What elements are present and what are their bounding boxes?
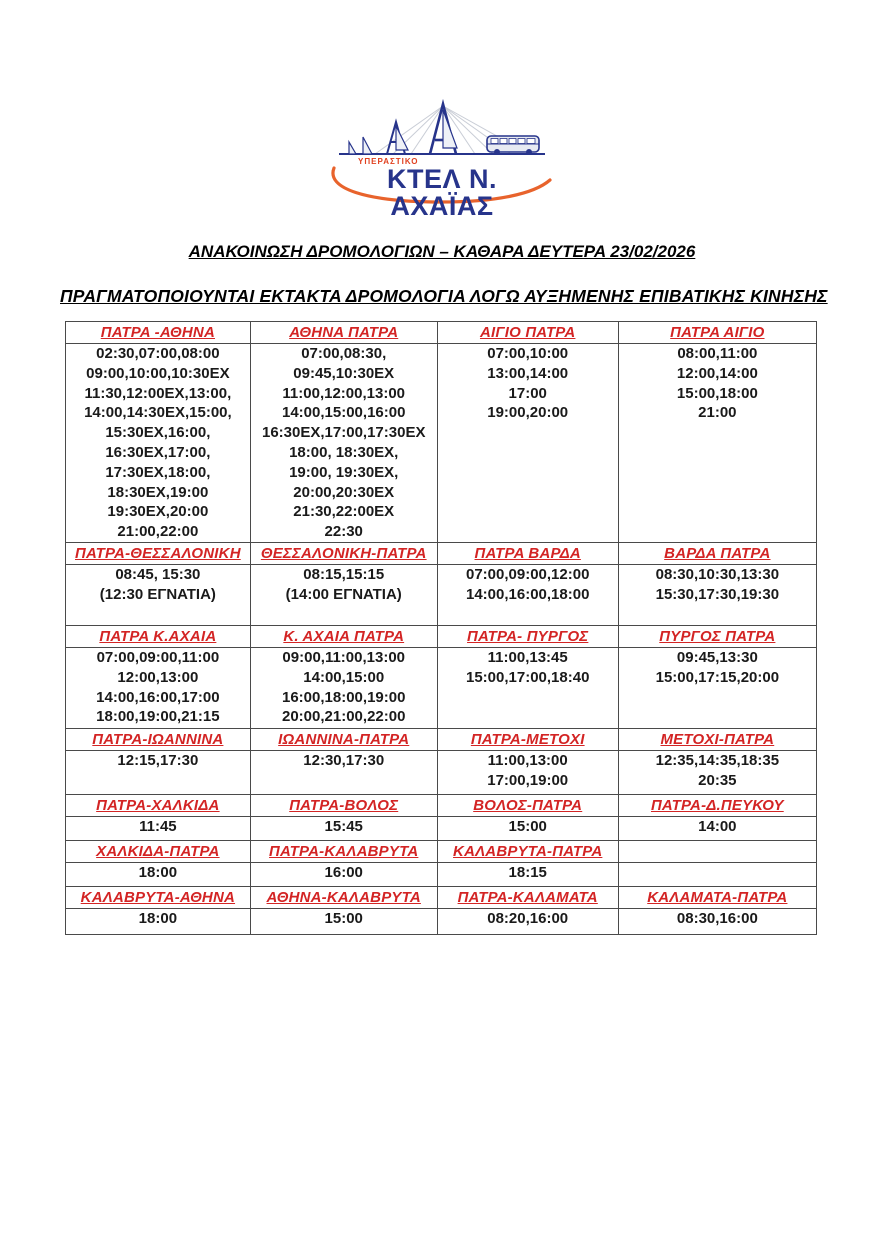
time-line: 18:00 [138, 864, 178, 881]
times-row [66, 817, 817, 841]
route-header-cell [437, 626, 618, 648]
route-header-cell [250, 887, 437, 909]
times-row [66, 909, 817, 935]
time-line: 11:00,12:00,13:00 [282, 384, 406, 402]
times-cell [66, 817, 251, 841]
route-header-cell [618, 729, 816, 751]
route-name: ΑΘΗΝΑ-ΚΑΛΑΒΡΥΤΑ [266, 888, 421, 906]
route-header-cell [618, 841, 816, 863]
time-line: 11:30,12:00EX,13:00, [84, 384, 232, 402]
times-row [66, 751, 817, 795]
route-name: ΠΑΤΡΑ ΒΑΡΔΑ [474, 544, 581, 562]
time-line: 12:00,13:00 [117, 668, 199, 686]
route-header-row [66, 543, 817, 565]
route-header-cell [66, 729, 251, 751]
time-line: 07:00,09:00,11:00 [96, 649, 220, 666]
route-name: ΚΑΛΑΒΡΥΤΑ-ΑΘΗΝΑ [80, 888, 236, 906]
route-header-row [66, 887, 817, 909]
time-line: 18:00, 18:30EX, [289, 443, 399, 461]
route-header-cell [66, 887, 251, 909]
times-cell [66, 909, 251, 935]
time-line: 11:45 [139, 818, 177, 835]
route-header-cell [66, 795, 251, 817]
times-row [66, 863, 817, 887]
time-line: 18:15 [508, 864, 547, 881]
route-name: ΚΑΛΑΜΑΤΑ-ΠΑΤΡΑ [647, 888, 788, 906]
route-header-cell [437, 795, 618, 817]
time-line: 18:30EX,19:00 [107, 483, 209, 501]
route-header-cell [618, 543, 816, 565]
time-line: 15:45 [324, 818, 363, 835]
schedule-table-body [66, 322, 817, 935]
time-line: 15:30EX,16:00, [105, 424, 211, 442]
times-cell [437, 817, 618, 841]
time-line: 14:00,14:30EX,15:00, [84, 404, 232, 422]
time-line: 16:30EX,17:00,17:30EX [262, 424, 426, 442]
time-line: 19:00,20:00 [487, 404, 569, 422]
route-header-cell [437, 322, 618, 344]
route-header-cell [437, 841, 618, 863]
time-line: 15:00 [508, 818, 547, 835]
time-line: 21:00 [698, 404, 737, 422]
route-name: ΧΑΛΚΙΔΑ-ΠΑΤΡΑ [96, 842, 220, 860]
times-cell [250, 648, 437, 729]
time-line: 15:30,17:30,19:30 [655, 585, 780, 603]
time-line: 15:00,17:00,18:40 [465, 668, 590, 686]
bridge-bus-illustration [335, 96, 549, 162]
time-line: 13:00,14:00 [487, 364, 569, 382]
route-header-row [66, 626, 817, 648]
times-cell [618, 344, 816, 543]
time-line: 12:35,14:35,18:35 [655, 752, 780, 769]
logo-small-text: ΥΠΕΡΑΣΤΙΚΟ [358, 157, 419, 166]
route-header-row [66, 841, 817, 863]
time-line: 09:45,10:30EX [293, 364, 395, 382]
times-cell [437, 909, 618, 935]
route-header-cell [66, 543, 251, 565]
time-line: 20:00,20:30EX [293, 483, 395, 501]
time-line: 18:00 [138, 910, 178, 927]
time-line: 17:00,19:00 [487, 771, 569, 789]
time-line: 19:30EX,20:00 [107, 503, 209, 521]
route-header-row [66, 322, 817, 344]
times-cell [618, 648, 816, 729]
route-header-cell [66, 841, 251, 863]
time-line: 09:45,13:30 [676, 649, 758, 666]
times-cell [250, 565, 437, 626]
route-name: ΠΑΤΡΑ-ΘΕΣΣΑΛΟΝΙΚΗ [74, 544, 241, 562]
time-line: 07:00,09:00,12:00 [465, 566, 590, 583]
route-name: ΠΑΤΡΑ-ΙΩΑΝΝΙΝΑ [92, 730, 224, 748]
route-name: ΚΑΛΑΒΡΥΤΑ-ΠΑΤΡΑ [453, 842, 603, 860]
route-header-cell [618, 887, 816, 909]
times-cell [437, 565, 618, 626]
time-line: 17:00 [508, 384, 547, 402]
times-cell [618, 909, 816, 935]
time-line: 12:00,14:00 [676, 364, 758, 382]
time-line: 14:00,15:00 [303, 668, 385, 686]
route-name: Κ. ΑΧΑΙΑ ΠΑΤΡΑ [283, 627, 405, 645]
announcement-title: ΑΝΑΚΟΙΝΩΣΗ ΔΡΟΜΟΛΟΓΙΩΝ – ΚΑΘΑΡΑ ΔΕΥΤΕΡΑ 23/02/2026 [188, 242, 696, 261]
time-line: 14:00,15:00,16:00 [282, 404, 406, 422]
time-line: 12:15,17:30 [117, 752, 199, 769]
time-line: 07:00,08:30, [301, 345, 387, 362]
times-cell [618, 863, 816, 887]
route-header-cell [250, 841, 437, 863]
time-line: 12:30,17:30 [303, 752, 385, 769]
schedule-table [65, 321, 817, 935]
times-cell [437, 344, 618, 543]
times-row [66, 344, 817, 543]
time-line: 02:30,07:00,08:00 [96, 345, 220, 362]
times-cell [618, 565, 816, 626]
time-line: 14:00,16:00,17:00 [96, 688, 220, 706]
route-header-cell [250, 322, 437, 344]
time-line: 07:00,10:00 [487, 345, 569, 362]
route-header-row [66, 729, 817, 751]
time-line: 09:00,10:00,10:30EX [86, 364, 230, 382]
route-name: ΒΟΛΟΣ-ΠΑΤΡΑ [473, 796, 583, 814]
time-line: 11:00,13:00 [487, 752, 568, 769]
route-name: ΙΩΑΝΝΙΝΑ-ΠΑΤΡΑ [278, 730, 410, 748]
route-header-cell [66, 626, 251, 648]
logo-company-name: ΚΤΕΛ Ν. ΑΧΑΪΑΣ [386, 164, 497, 221]
times-cell [250, 863, 437, 887]
time-line: (12:30 ΕΓΝΑΤΙΑ) [99, 585, 216, 603]
times-cell [437, 751, 618, 795]
route-name: ΜΕΤΟΧΙ-ΠΑΤΡΑ [660, 730, 775, 748]
route-header-cell [66, 322, 251, 344]
time-line: 09:00,11:00,13:00 [282, 649, 406, 666]
time-line: 08:20,16:00 [487, 910, 569, 927]
route-header-cell [437, 887, 618, 909]
route-name: ΠΑΤΡΑ-ΜΕΤΟΧΙ [470, 730, 585, 748]
announcement-subtitle: ΠΡΑΓΜΑΤΟΠΟΙΟΥΝΤΑΙ ΕΚΤΑΚΤΑ ΔΡΟΜΟΛΟΓΙΑ ΛΟΓΩ ΑΥΞΗΜΕΝΗΣ ΕΠΙΒΑΤΙΚΗΣ ΚΙΝΗΣΗΣ [60, 286, 828, 306]
route-name: ΘΕΣΣΑΛΟΝΙΚΗ-ΠΑΤΡΑ [260, 544, 427, 562]
route-name: ΑΘΗΝΑ ΠΑΤΡΑ [289, 323, 399, 341]
times-cell [618, 751, 816, 795]
route-name: ΠΥΡΓΟΣ ΠΑΤΡΑ [659, 627, 776, 645]
route-name: ΠΑΤΡΑ-ΚΑΛΑΜΑΤΑ [457, 888, 598, 906]
ktel-logo [332, 0, 552, 220]
time-line: 20:00,21:00,22:00 [282, 708, 406, 726]
times-cell [66, 751, 251, 795]
time-line: 15:00,17:15,20:00 [655, 668, 780, 686]
times-cell [437, 863, 618, 887]
time-line: 08:30,10:30,13:30 [655, 566, 780, 583]
time-line: 19:00, 19:30EX, [289, 463, 399, 481]
route-header-cell [618, 322, 816, 344]
times-cell [66, 344, 251, 543]
route-header-cell [437, 543, 618, 565]
time-line: 18:00,19:00,21:15 [96, 708, 220, 726]
time-line: 08:00,11:00 [677, 345, 758, 362]
time-line: 22:30 [324, 523, 363, 541]
time-line: 20:35 [698, 771, 737, 789]
route-name: ΠΑΤΡΑ- ΠΥΡΓΟΣ [467, 627, 589, 645]
route-name: ΒΑΡΔΑ ΠΑΤΡΑ [664, 544, 771, 562]
route-header-cell [618, 626, 816, 648]
route-header-cell [250, 729, 437, 751]
times-cell [437, 648, 618, 729]
time-line: 11:00,13:45 [487, 649, 568, 666]
time-line: 17:30EX,18:00, [105, 463, 211, 481]
route-name: ΠΑΤΡΑ-ΚΑΛΑΒΡΥΤΑ [269, 842, 419, 860]
times-cell [66, 565, 251, 626]
time-line: 15:00,18:00 [676, 384, 758, 402]
times-cell [250, 909, 437, 935]
bus-icon [487, 136, 539, 155]
time-line: 08:45, 15:30 [115, 566, 201, 583]
route-header-cell [250, 626, 437, 648]
time-line: 08:30,16:00 [676, 910, 758, 927]
route-header-cell [437, 729, 618, 751]
route-name: ΠΑΤΡΑ ΑΙΓΙΟ [670, 323, 765, 341]
times-cell [66, 648, 251, 729]
times-row [66, 565, 817, 626]
times-cell [250, 817, 437, 841]
time-line: (14:00 ΕΓΝΑΤΙΑ) [285, 585, 402, 603]
route-header-row [66, 795, 817, 817]
route-header-cell [618, 795, 816, 817]
time-line: 08:15,15:15 [303, 566, 385, 583]
times-cell [250, 344, 437, 543]
time-line: 15:00 [324, 910, 363, 927]
route-name: ΠΑΤΡΑ -ΑΘΗΝΑ [100, 323, 215, 341]
time-line: 16:30EX,17:00, [105, 443, 211, 461]
route-name: ΠΑΤΡΑ-ΒΟΛΟΣ [289, 796, 399, 814]
route-name: ΠΑΤΡΑ-ΧΑΛΚΙΔΑ [96, 796, 220, 814]
times-cell [250, 751, 437, 795]
time-line: 14:00,16:00,18:00 [465, 585, 590, 603]
route-header-cell [250, 543, 437, 565]
times-cell [66, 863, 251, 887]
time-line: 21:00,22:00 [117, 523, 199, 541]
time-line: 16:00,18:00,19:00 [282, 688, 406, 706]
time-line: 16:00 [324, 864, 363, 881]
route-header-cell [250, 795, 437, 817]
route-name: ΑΙΓΙΟ ΠΑΤΡΑ [479, 323, 576, 341]
time-line: 14:00 [698, 818, 737, 835]
route-name: ΠΑΤΡΑ Κ.ΑΧΑΙΑ [99, 627, 217, 645]
times-row [66, 648, 817, 729]
time-line: 21:30,22:00EX [293, 503, 395, 521]
route-name: ΠΑΤΡΑ-Δ.ΠΕΥΚΟΥ [650, 796, 784, 814]
times-cell [618, 817, 816, 841]
